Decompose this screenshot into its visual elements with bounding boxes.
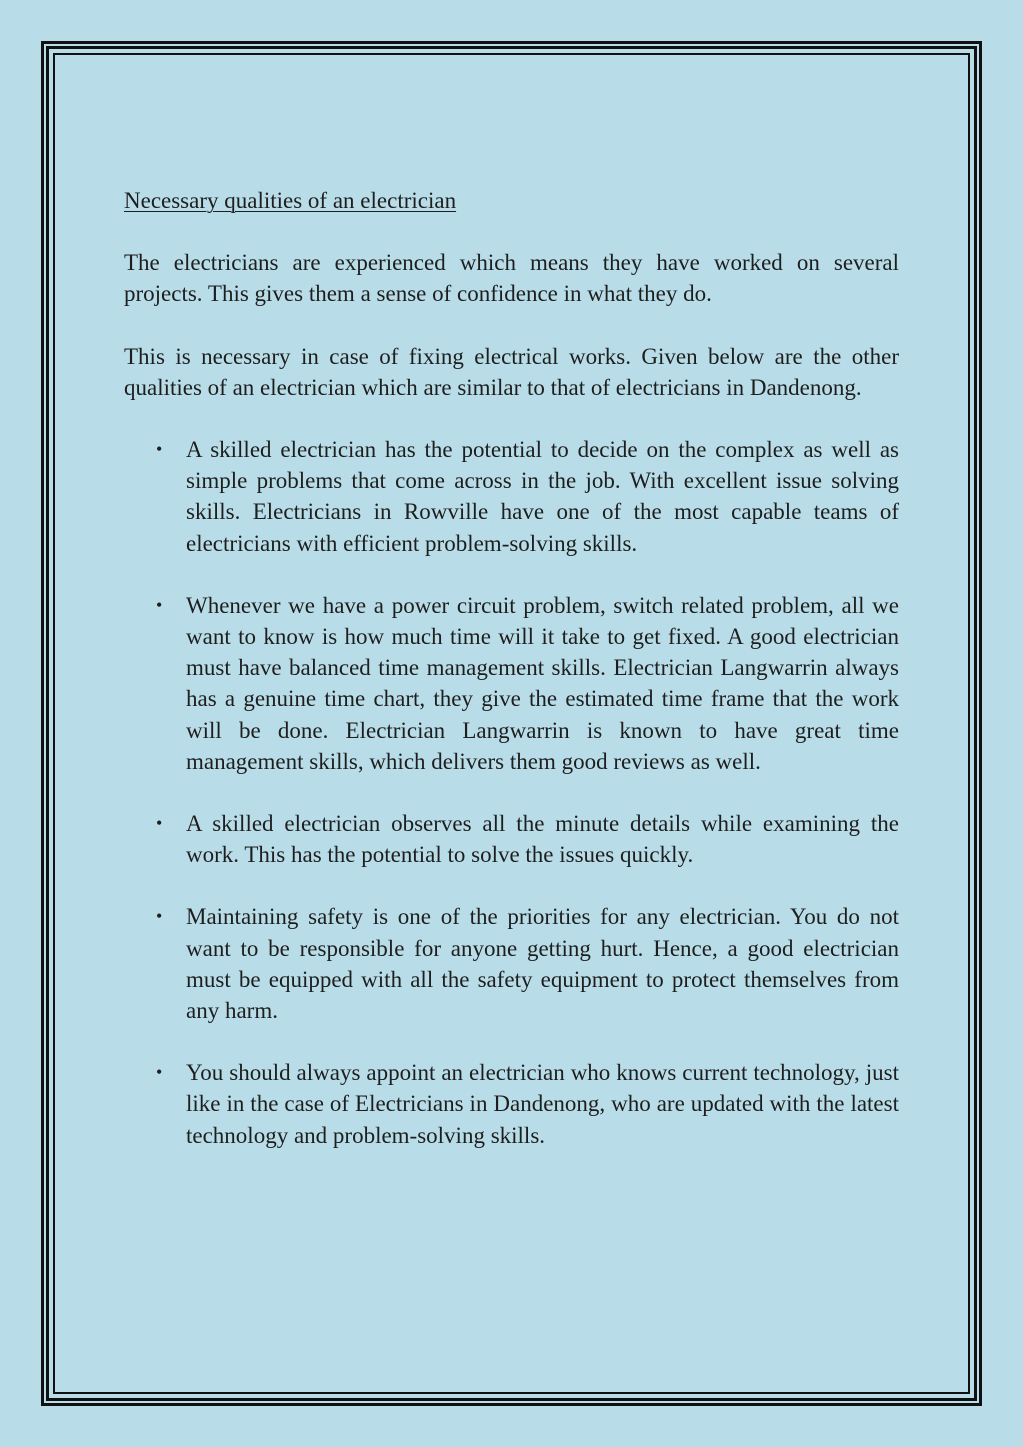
list-item xyxy=(124,808,899,870)
list-item-text: A skilled electrician observes all the minute details while examining the work. This has the potential to solve the issues quickly. xyxy=(186,811,899,868)
list-item-text: Maintaining safety is one of the priorities for any electrician. You do not want to be responsible for anyone getting hurt. Hence, a good electrician must be equipped with all the safety equipment to protect themselves from any harm. xyxy=(186,904,899,1024)
list-item-text: A skilled electrician has the potential to decide on the complex as well as simple problems that come across in the job. With excellent issue solving skills. Electricians in Rowville have one of the most capable teams of electricians with efficient problem-solving skills. xyxy=(186,437,899,556)
bullet-icon: • xyxy=(156,439,163,460)
bullet-icon: • xyxy=(156,906,163,927)
list-item-text: You should always appoint an electrician who knows current technology, just like in the case of Electricians in Dandenong, who are updated with the latest technology and problem-solving skills. xyxy=(186,1060,899,1148)
bullet-icon: • xyxy=(156,1062,163,1083)
qualities-list xyxy=(124,434,899,1151)
list-item xyxy=(124,901,899,1026)
document-body xyxy=(124,185,899,1182)
list-item xyxy=(124,434,899,559)
intro-paragraph-1: The electricians are experienced which means they have worked on several projects. This gives them a sense of confidence in what they do. xyxy=(124,250,899,307)
bullet-icon: • xyxy=(156,813,163,834)
bullet-icon: • xyxy=(156,594,163,615)
list-item xyxy=(124,1057,899,1151)
list-item-text: Whenever we have a power circuit problem, switch related problem, all we want to know is how much time will it take to get fixed. A good electrician must have balanced time management skills. Electrician Langwarrin always has a genuine time chart, they give the estimated time frame that the work will be done. Electrician Langwarrin is known to have great time management skills, which delivers them good reviews as well. xyxy=(186,592,899,774)
list-item xyxy=(124,590,899,777)
document-title: Necessary qualities of an electrician xyxy=(124,188,457,213)
intro-paragraph-2: This is necessary in case of fixing electrical works. Given below are the other qualities of an electrician which are similar to that of electricians in Dandenong. xyxy=(124,343,899,400)
